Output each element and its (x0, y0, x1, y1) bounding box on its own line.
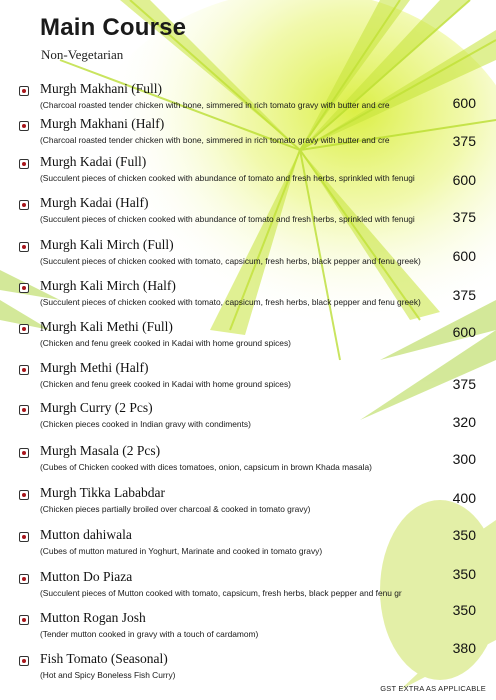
menu-item (18, 400, 488, 438)
item-name: Murgh Methi (Half) (40, 360, 149, 375)
bullet-icon (19, 86, 29, 96)
item-price: 375 (452, 209, 476, 225)
menu-item (18, 443, 488, 481)
item-price: 375 (452, 287, 476, 303)
item-name: Murgh Tikka Lababdar (40, 485, 165, 500)
item-name: Fish Tomato (Seasonal) (40, 651, 168, 666)
item-name: Murgh Kali Mirch (Full) (40, 237, 174, 252)
bullet-icon (19, 448, 29, 458)
item-price: 380 (452, 640, 476, 656)
item-price: 600 (452, 95, 476, 111)
bullet-icon (19, 574, 29, 584)
menu-item (18, 319, 488, 357)
item-name: Murgh Kadai (Full) (40, 154, 147, 169)
bullet-icon (19, 324, 29, 334)
item-name: Murgh Kadai (Half) (40, 195, 149, 210)
item-description: (Succulent pieces of chicken cooked with tomato, capsicum, fresh herbs, black pepper and fenu greek) (40, 297, 421, 307)
item-name: Murgh Kali Mirch (Half) (40, 278, 176, 293)
item-description: (Chicken and fenu greek cooked in Kadai with home ground spices) (40, 338, 291, 348)
item-name: Murgh Makhani (Half) (40, 116, 165, 131)
menu-item (18, 602, 488, 648)
item-description: (Succulent pieces of chicken cooked with abundance of tomato and fresh herbs, sprinkled with fenugi (40, 173, 415, 183)
item-price: 375 (452, 133, 476, 149)
item-description: (Chicken and fenu greek cooked in Kadai with home ground spices) (40, 379, 291, 389)
item-description: (Hot and Spicy Boneless Fish Curry) (40, 670, 176, 680)
item-description: (Chicken pieces partially broiled over charcoal & cooked in tomato gravy) (40, 504, 311, 514)
item-description: (Cubes of Chicken cooked with dices tomatoes, onion, capsicum in brown Khada masala) (40, 462, 372, 472)
bullet-icon (19, 365, 29, 375)
item-name: Mutton dahiwala (40, 527, 132, 542)
menu-item (18, 485, 488, 523)
item-description: (Succulent pieces of chicken cooked with tomato, capsicum, fresh herbs, black pepper and fenu greek) (40, 256, 421, 266)
bullet-icon (19, 121, 29, 131)
menu-item (18, 278, 488, 316)
item-price: 400 (452, 490, 476, 506)
bullet-icon (19, 405, 29, 415)
bullet-icon (19, 159, 29, 169)
item-name: Murgh Kali Methi (Full) (40, 319, 173, 334)
menu-item (18, 116, 488, 154)
item-price: 600 (452, 172, 476, 188)
menu-item (18, 566, 488, 607)
item-description: (Chicken pieces cooked in Indian gravy with condiments) (40, 419, 251, 429)
menu-item (18, 527, 488, 565)
bullet-icon (19, 615, 29, 625)
footer-note: GST EXTRA AS APPLICABLE (380, 684, 486, 693)
item-price: 300 (452, 451, 476, 467)
item-description: (Charcoal roasted tender chicken with bone, simmered in rich tomato gravy with butter and cre (40, 135, 390, 145)
item-description: (Succulent pieces of Mutton cooked with tomato, capsicum, fresh herbs, black pepper and fenu gr (40, 588, 402, 598)
item-price: 600 (452, 248, 476, 264)
bullet-icon (19, 490, 29, 500)
bullet-icon (19, 283, 29, 293)
menu-item (18, 81, 488, 119)
bullet-icon (19, 200, 29, 210)
item-price: 375 (452, 376, 476, 392)
menu-item (18, 237, 488, 275)
item-name: Murgh Curry (2 Pcs) (40, 400, 153, 415)
item-price: 350 (452, 566, 476, 582)
item-name: Murgh Makhani (Full) (40, 81, 162, 96)
page-title: Main Course (40, 14, 187, 41)
bullet-icon (19, 242, 29, 252)
item-price: 350 (452, 527, 476, 543)
item-description: (Succulent pieces of chicken cooked with abundance of tomato and fresh herbs, sprinkled with fenugi (40, 214, 415, 224)
item-price: 320 (452, 414, 476, 430)
item-price: 350 (452, 602, 476, 618)
menu-item (18, 360, 488, 398)
item-price: 600 (452, 324, 476, 340)
menu-item (18, 195, 488, 233)
item-description: (Tender mutton cooked in gravy with a touch of cardamom) (40, 629, 259, 639)
bullet-icon (19, 532, 29, 542)
item-name: Mutton Do Piaza (40, 569, 133, 584)
item-description: (Charcoal roasted tender chicken with bone, simmered in rich tomato gravy with butter and cre (40, 100, 390, 110)
item-name: Mutton Rogan Josh (40, 610, 146, 625)
bullet-icon (19, 656, 29, 666)
item-description: (Cubes of mutton matured in Yoghurt, Marinate and cooked in tomato gravy) (40, 546, 323, 556)
menu-item (18, 154, 488, 192)
item-name: Murgh Masala (2 Pcs) (40, 443, 161, 458)
section-subtitle: Non-Vegetarian (41, 47, 124, 62)
